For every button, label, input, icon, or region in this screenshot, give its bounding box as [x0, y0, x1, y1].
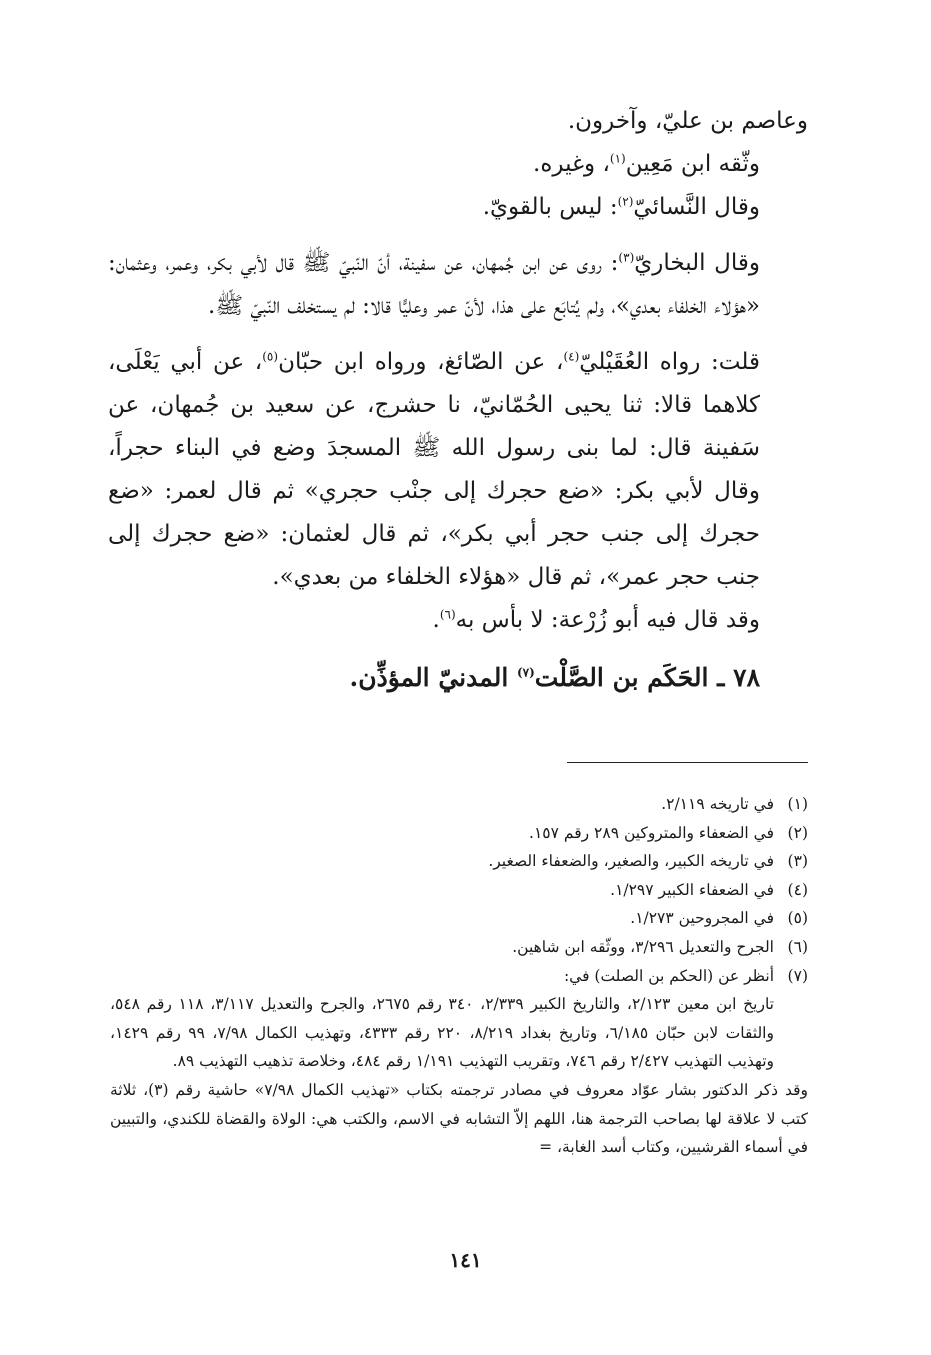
footnote-ref-4[interactable]: (٤)	[563, 349, 580, 364]
footnote-number: (٤)	[787, 880, 808, 899]
footnote-ref-3[interactable]: (٣)	[618, 250, 635, 265]
footnote-text: في الضعفاء الكبير ١/٢٩٧.	[610, 880, 774, 899]
footnote-extra-remark: وقد ذكر الدكتور بشار عوّاد معروف في مصادر ترجمته بكتاب «تهذيب الكمال ٧/٩٨» حاشية رقم (٣)، ثلاثة كتب لا علاقة لها بصاحب الترجمة هنا، اللهم إلاّ التشابه في الاسم، والكتب هي: الولاة والقضاة للكندي، والتبيين في أسماء القرشيين، وكتاب أسد الغابة، =	[110, 1080, 808, 1157]
footnote-text: في المجروحين ١/٢٧٣.	[630, 909, 774, 928]
text-span: وقد قال فيه أبو زُرْعة: لا بأس به	[455, 607, 760, 633]
footnote-ref-2[interactable]: (٢)	[617, 194, 634, 209]
entry-heading	[108, 656, 808, 699]
footnote-text: أنظر عن (الحكم بن الصلت) في:	[563, 966, 774, 985]
footnote-item	[110, 962, 808, 991]
footnotes	[110, 790, 808, 1162]
text-line-abu-zura	[108, 599, 808, 642]
footnote-ref-6[interactable]: (٦)	[439, 607, 456, 622]
text-line-nasai	[108, 186, 808, 229]
text-span: .	[432, 607, 440, 633]
footnote-text: في الضعفاء والمتروكين ٢٨٩ رقم ١٥٧.	[529, 823, 774, 842]
text-span: وثّقه ابن مَعِين	[625, 151, 760, 177]
text-span: : روى عن ابن جُمهان، عن سفينة، أنّ النّبيّ ﷺ قال لأبي بكر، وعمر، وعثمان: «هؤلاء الخلفاء بعدي»، ولم يُتابَع على هذا، لأنّ عمر وعليًّا قالا: لم يستخلف النّبيّ ﷺ.	[108, 250, 760, 319]
footnote-text: الجرح والتعديل ٣/٢٩٦، ووثّقه ابن شاهين.	[512, 937, 774, 956]
text-span: ، عن أبي يَعْلَى، كلاهما قالا: ثنا يحيى الحُمّانيّ، نا حشرج، عن سعيد بن جُمهان، عن سَفينة قال: لما بنى رسول الله ﷺ المسجدَ وضع في البناء حجراً، وقال لأبي بكر: «ضع حجرك إلى جنْب حجري» ثم قال لعمر: «ضع حجرك إلى جنب حجر أبي بكر»، ثم قال لعثمان: «ضع حجرك إلى جنب حجر عمر»، ثم قال «هؤلاء الخلفاء من بعدي».	[108, 349, 760, 590]
main-text	[108, 100, 808, 699]
text-span: ، عن الصّائغ، ورواه ابن حبّان	[278, 349, 564, 375]
paragraph-bukhari	[108, 242, 808, 328]
footnote-ref-5[interactable]: (٥)	[262, 349, 279, 364]
footnote-number: (٧)	[787, 966, 808, 985]
footnote-text: في تاريخه الكبير، والصغير، والضعفاء الصغير.	[488, 852, 774, 871]
footnote-7-sources: تاريخ ابن معين ٢/١٢٣، والتاريخ الكبير ٢/٣٣٩، ٣٤٠ رقم ٢٦٧٥، والجرح والتعديل ٣/١١٧، ١١٨ رقم ٥٤٨، والثقات لابن حبّان ٦/١٨٥، وتاريخ بغداد ٨/٢١٩، ٢٢٠ رقم ٤٣٣٣، وتهذيب الكمال ٧/٩٨، ٩٩ رقم ١٤٢٩، وتهذيب التهذيب ٢/٤٢٧ رقم ٧٤٦، وتقريب التهذيب ١/١٩١ رقم ٤٨٤، وخلاصة تذهيب التهذيب ٨٩.	[110, 995, 774, 1071]
paragraph-qultu	[108, 341, 808, 599]
text-line-ibn-main	[108, 143, 808, 186]
footnote-number: (٦)	[787, 937, 808, 956]
footnote-text: في تاريخه ٢/١١٩.	[661, 795, 774, 813]
heading-text: المدنيّ المؤذِّن.	[349, 663, 517, 692]
footnote-ref-1[interactable]: (١)	[609, 151, 626, 166]
heading-text: ٧٨ ـ الحَكَم بن الصَّلْت	[534, 663, 760, 692]
page-number: ١٤١	[449, 1248, 482, 1272]
footnote-divider	[567, 762, 808, 763]
text-line-asim	[108, 100, 808, 143]
footnote-number: (١)	[787, 795, 808, 813]
footnote-number: (٣)	[787, 852, 808, 871]
footnote-item	[110, 790, 808, 819]
text-span: قلت: رواه العُقَيْليّ	[579, 349, 760, 375]
footnote-item	[110, 933, 808, 962]
text-span: : ليس بالقويّ.	[482, 194, 618, 220]
footnote-number: (٥)	[787, 909, 808, 928]
text-span: وعاصم بن عليّ، وآخرون.	[567, 108, 808, 134]
footnote-item	[110, 876, 808, 905]
footnote-item	[110, 904, 808, 933]
footnote-item	[110, 847, 808, 876]
footnote-ref-7[interactable]: (٧)	[516, 665, 535, 680]
footnote-item	[110, 819, 808, 848]
text-span: وقال النَّسائيّ	[633, 194, 760, 220]
footnote-number: (٢)	[787, 823, 808, 842]
text-span: وقال البخاريّ	[634, 250, 760, 276]
text-span: ، وغيره.	[533, 151, 610, 177]
